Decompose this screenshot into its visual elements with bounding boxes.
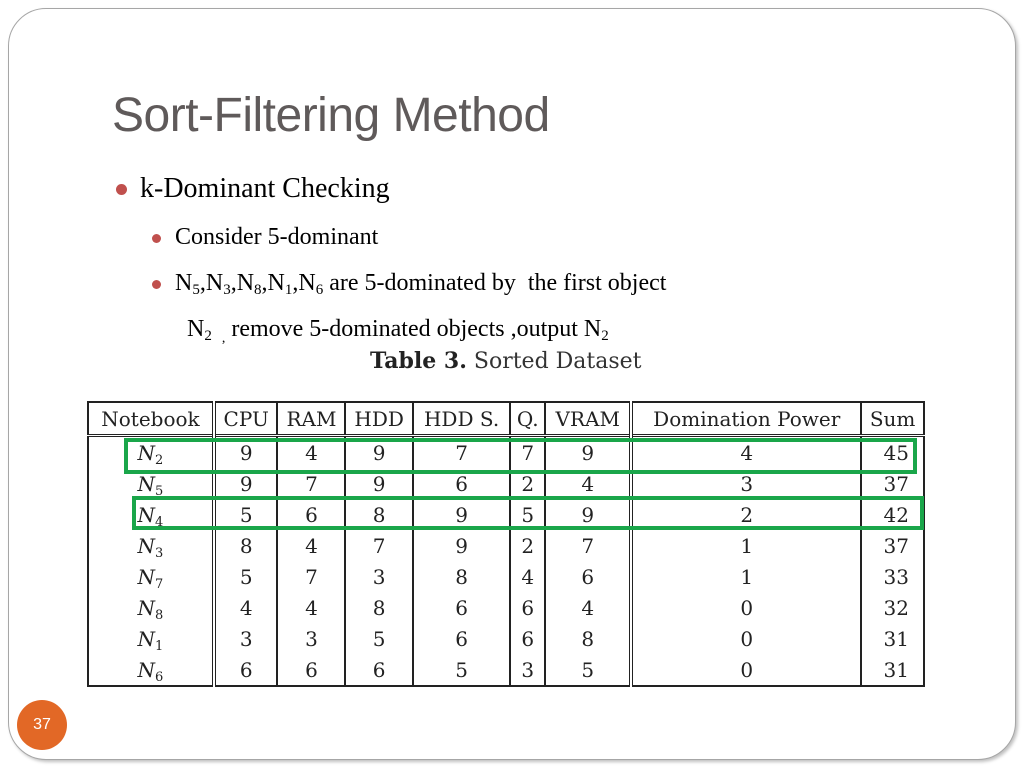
table-row <box>88 623 924 654</box>
table-row <box>88 561 924 592</box>
cell-vram: 6 <box>545 561 631 592</box>
header-ram: RAM <box>277 402 345 436</box>
cell-ram: 4 <box>277 436 345 469</box>
cell-vram: 4 <box>545 592 631 623</box>
table-caption: Table 3. Sorted Dataset <box>370 348 642 374</box>
table-header-row <box>88 402 924 436</box>
cell-hdd-s: 7 <box>413 436 511 469</box>
cell-domination-power: 1 <box>631 561 861 592</box>
cell-ram: 4 <box>277 592 345 623</box>
header-vram: VRAM <box>545 402 631 436</box>
cell-cpu: 9 <box>214 468 278 499</box>
header-cpu: CPU <box>214 402 278 436</box>
cell-domination-power: 0 <box>631 654 861 686</box>
header-domination-power: Domination Power <box>631 402 861 436</box>
highlight-box-n2 <box>124 438 917 474</box>
cell-cpu: 5 <box>214 561 278 592</box>
slide-title: Sort-Filtering Method <box>112 89 550 142</box>
table-row <box>88 592 924 623</box>
cell-cpu: 5 <box>214 499 278 530</box>
cell-hdd: 6 <box>345 654 412 686</box>
bullet-dot <box>116 184 127 195</box>
cell-hdd: 5 <box>345 623 412 654</box>
cell-domination-power: 4 <box>631 436 861 469</box>
cell-q: 2 <box>510 468 545 499</box>
cell-hdd: 7 <box>345 530 412 561</box>
cell-sum: 37 <box>861 530 924 561</box>
bullet-consider-5-dominant: Consider 5-dominant <box>175 224 379 250</box>
cell-cpu: 6 <box>214 654 278 686</box>
cell-vram: 7 <box>545 530 631 561</box>
cell-hdd: 3 <box>345 561 412 592</box>
cell-sum: 33 <box>861 561 924 592</box>
cell-hdd-s: 6 <box>413 623 511 654</box>
cell-domination-power: 2 <box>631 499 861 530</box>
page-number-badge: 37 <box>17 700 67 750</box>
cell-ram: 6 <box>277 499 345 530</box>
cell-hdd: 9 <box>345 436 412 469</box>
cell-vram: 4 <box>545 468 631 499</box>
cell-ram: 6 <box>277 654 345 686</box>
cell-cpu: 9 <box>214 436 278 469</box>
cell-hdd: 8 <box>345 499 412 530</box>
cell-vram: 9 <box>545 499 631 530</box>
cell-hdd: 8 <box>345 592 412 623</box>
cell-sum: 45 <box>861 436 924 469</box>
table-row <box>88 530 924 561</box>
cell-notebook: $N_3$ <box>88 530 214 561</box>
cell-hdd-s: 9 <box>413 499 511 530</box>
header-sum: Sum <box>861 402 924 436</box>
cell-notebook: $N_1$ <box>88 623 214 654</box>
cell-hdd-s: 9 <box>413 530 511 561</box>
cell-hdd-s: 5 <box>413 654 511 686</box>
cell-sum: 42 <box>861 499 924 530</box>
cell-q: 4 <box>510 561 545 592</box>
bullet-dot <box>152 234 161 243</box>
cell-q: 6 <box>510 592 545 623</box>
cell-notebook: $N_2$ <box>88 436 214 469</box>
cell-cpu: 4 <box>214 592 278 623</box>
cell-q: 6 <box>510 623 545 654</box>
cell-ram: 7 <box>277 468 345 499</box>
cell-notebook: $N_5$ <box>88 468 214 499</box>
cell-notebook: $N_6$ <box>88 654 214 686</box>
cell-hdd: 9 <box>345 468 412 499</box>
bullet-remove-output: $N_2$ $_,$ remove 5-dominated objects ,output $N_2$ <box>187 316 609 346</box>
cell-q: 2 <box>510 530 545 561</box>
cell-domination-power: 1 <box>631 530 861 561</box>
cell-q: 3 <box>510 654 545 686</box>
cell-hdd-s: 6 <box>413 468 511 499</box>
cell-hdd-s: 6 <box>413 592 511 623</box>
cell-sum: 37 <box>861 468 924 499</box>
cell-ram: 4 <box>277 530 345 561</box>
cell-sum: 31 <box>861 623 924 654</box>
cell-q: 7 <box>510 436 545 469</box>
bullet-dominated-objects: $N_5,N_3,N_8,N_1,N_6$ are 5-dominated by the first object <box>175 270 667 298</box>
cell-sum: 32 <box>861 592 924 623</box>
cell-domination-power: 0 <box>631 592 861 623</box>
cell-cpu: 8 <box>214 530 278 561</box>
bullet-k-dominant-checking: k-Dominant Checking <box>140 173 390 204</box>
cell-vram: 8 <box>545 623 631 654</box>
cell-vram: 9 <box>545 436 631 469</box>
highlight-box-n4 <box>132 496 924 530</box>
cell-vram: 5 <box>545 654 631 686</box>
cell-domination-power: 3 <box>631 468 861 499</box>
cell-sum: 31 <box>861 654 924 686</box>
cell-cpu: 3 <box>214 623 278 654</box>
cell-domination-power: 0 <box>631 623 861 654</box>
bullet-dot <box>152 280 161 289</box>
cell-hdd-s: 8 <box>413 561 511 592</box>
cell-notebook: $N_8$ <box>88 592 214 623</box>
header-q: Q. <box>510 402 545 436</box>
header-hdd-s: HDD S. <box>413 402 511 436</box>
cell-ram: 3 <box>277 623 345 654</box>
cell-notebook: $N_4$ <box>88 499 214 530</box>
header-hdd: HDD <box>345 402 412 436</box>
cell-ram: 7 <box>277 561 345 592</box>
cell-notebook: $N_7$ <box>88 561 214 592</box>
header-notebook: Notebook <box>88 402 214 436</box>
cell-q: 5 <box>510 499 545 530</box>
table-row <box>88 654 924 686</box>
